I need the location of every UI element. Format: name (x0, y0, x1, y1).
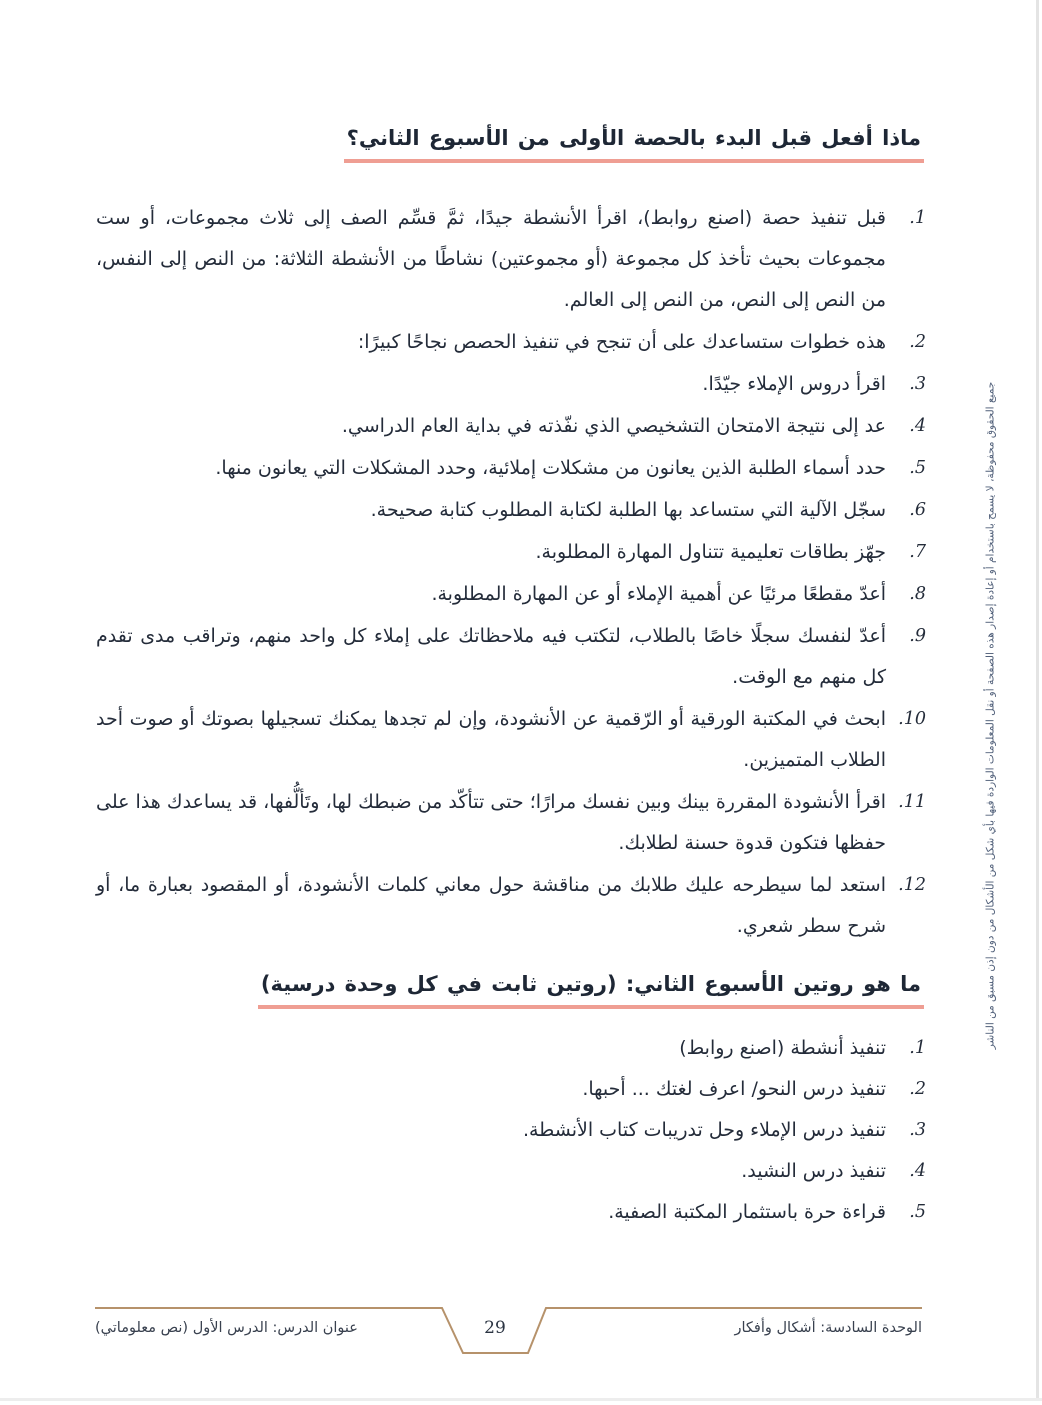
list-item-text: استعد لما سيطرحه عليك طلابك من مناقشة حول معاني كلمات الأنشودة، أو المقصود بعبارة ما، أو شرح سطر شعري. (96, 874, 886, 937)
list-item-number: 3. (909, 374, 926, 394)
list-item-text: تنفيذ درس النحو/ اعرف لغتك ... أحبها. (582, 1078, 886, 1100)
footer-unit-title: الوحدة السادسة: أشكال وأفكار (734, 1320, 922, 1336)
list-item (96, 532, 926, 573)
list-item-number: 9. (909, 626, 926, 646)
list-item-text: أعدّ مقطعًا مرئيًا عن أهمية الإملاء أو عن المهارة المطلوبة. (431, 583, 886, 605)
list-item-number: 5. (909, 458, 926, 478)
list-item-number: 3. (909, 1120, 926, 1140)
section-title-week2-routine: ما هو روتين الأسبوع الثاني: (روتين ثابت في كل وحدة درسية) (258, 972, 924, 1009)
list-item-text: ابحث في المكتبة الورقية أو الرّقمية عن الأنشودة، وإن لم تجدها يمكنك تسجيلها بصوتك أو صوت أحد الطلاب المتميزين. (96, 708, 886, 771)
list-item-number: 1. (909, 208, 926, 228)
list-item-number: 1. (909, 1038, 926, 1058)
list-item (96, 616, 926, 698)
list-item-text: هذه خطوات ستساعدك على أن تنجح في تنفيذ الحصص نجاحًا كبيرًا: (357, 331, 886, 353)
list-item-number: 6. (909, 500, 926, 520)
list-item-number: 4. (909, 1161, 926, 1181)
list-item (96, 574, 926, 615)
list-item-text: قراءة حرة باستثمار المكتبة الصفية. (608, 1201, 886, 1223)
list-item (96, 865, 926, 947)
list-item (96, 1028, 926, 1068)
list-item-text: تنفيذ درس الإملاء وحل تدريبات كتاب الأنشطة. (522, 1119, 886, 1141)
list-item (96, 448, 926, 489)
page-number: 29 (484, 1318, 506, 1338)
list-item-number: 12. (898, 875, 926, 895)
list-item (96, 364, 926, 405)
section-title-before-first-lesson: ماذا أفعل قبل البدء بالحصة الأولى من الأسبوع الثاني؟ (344, 126, 924, 163)
list-item-number: 7. (909, 542, 926, 562)
footer-lesson-title: عنوان الدرس: الدرس الأول (نص معلوماتي) (95, 1320, 358, 1336)
list-item-number: 10. (898, 709, 926, 729)
list-item (96, 1069, 926, 1109)
list-item-number: 8. (909, 584, 926, 604)
list-item-text: جهّز بطاقات تعليمية تتناول المهارة المطلوبة. (535, 541, 886, 563)
list-item-number: 5. (909, 1202, 926, 1222)
list-item-text: أعدّ لنفسك سجلًا خاصًا بالطلاب، لتكتب فيه ملاحظاتك على إملاء كل واحد منهم، وتراقب مدى تقدم كل منهم مع الوقت. (96, 625, 886, 688)
list-item-number: 11. (898, 792, 926, 812)
list-item (96, 490, 926, 531)
list-item-text: عد إلى نتيجة الامتحان التشخيصي الذي نفّذته في بداية العام الدراسي. (341, 415, 886, 437)
list-item (96, 1151, 926, 1191)
routine-steps-list (96, 1028, 926, 1233)
list-item (96, 322, 926, 363)
page-edge-bottom (0, 1398, 1042, 1401)
list-item (96, 699, 926, 781)
list-item-text: قبل تنفيذ حصة (اصنع روابط)، اقرأ الأنشطة جيدًا، ثمَّ قسِّم الصف إلى ثلاث مجموعات، أو ست مجموعات بحيث تأخذ كل مجموعة (أو مجموعتين) نشاطًا من الأنشطة الثلاثة: من النص إلى النفس، من النص إلى النص، من النص إلى العالم. (96, 207, 886, 311)
list-item-text: اقرأ دروس الإملاء جيّدًا. (702, 373, 886, 395)
list-item-number: 4. (909, 416, 926, 436)
list-item-text: اقرأ الأنشودة المقررة بينك وبين نفسك مرارًا؛ حتى تتأكّد من ضبطك لها، وتَألُّفها، قد يساعدك هذا على حفظها فتكون قدوة حسنة لطلابك. (96, 791, 886, 854)
list-item-text: سجّل الآلية التي ستساعد بها الطلبة لكتابة المطلوب كتابة صحيحة. (370, 499, 886, 521)
list-item-text: حدد أسماء الطلبة الذين يعانون من مشكلات إملائية، وحدد المشكلات التي يعانون منها. (215, 457, 886, 479)
list-item (96, 1192, 926, 1232)
page-edge-right (1036, 0, 1039, 1399)
list-item-number: 2. (909, 1079, 926, 1099)
list-item-text: تنفيذ أنشطة (اصنع روابط) (679, 1037, 886, 1059)
copyright-vertical-text: جميع الحقوق محفوظة، لا يسمح باستخدام أو إعادة إصدار هذه الصفحة أو نقل المعلومات الواردة فيها بأي شكل من الأشكال من دون إذن مسبق من الناشر (984, 381, 997, 1050)
list-item (96, 406, 926, 447)
list-item (96, 782, 926, 864)
list-item (96, 1110, 926, 1150)
list-item (96, 198, 926, 321)
preparation-steps-list (96, 198, 926, 948)
list-item-text: تنفيذ درس النشيد. (741, 1160, 886, 1182)
list-item-number: 2. (909, 332, 926, 352)
